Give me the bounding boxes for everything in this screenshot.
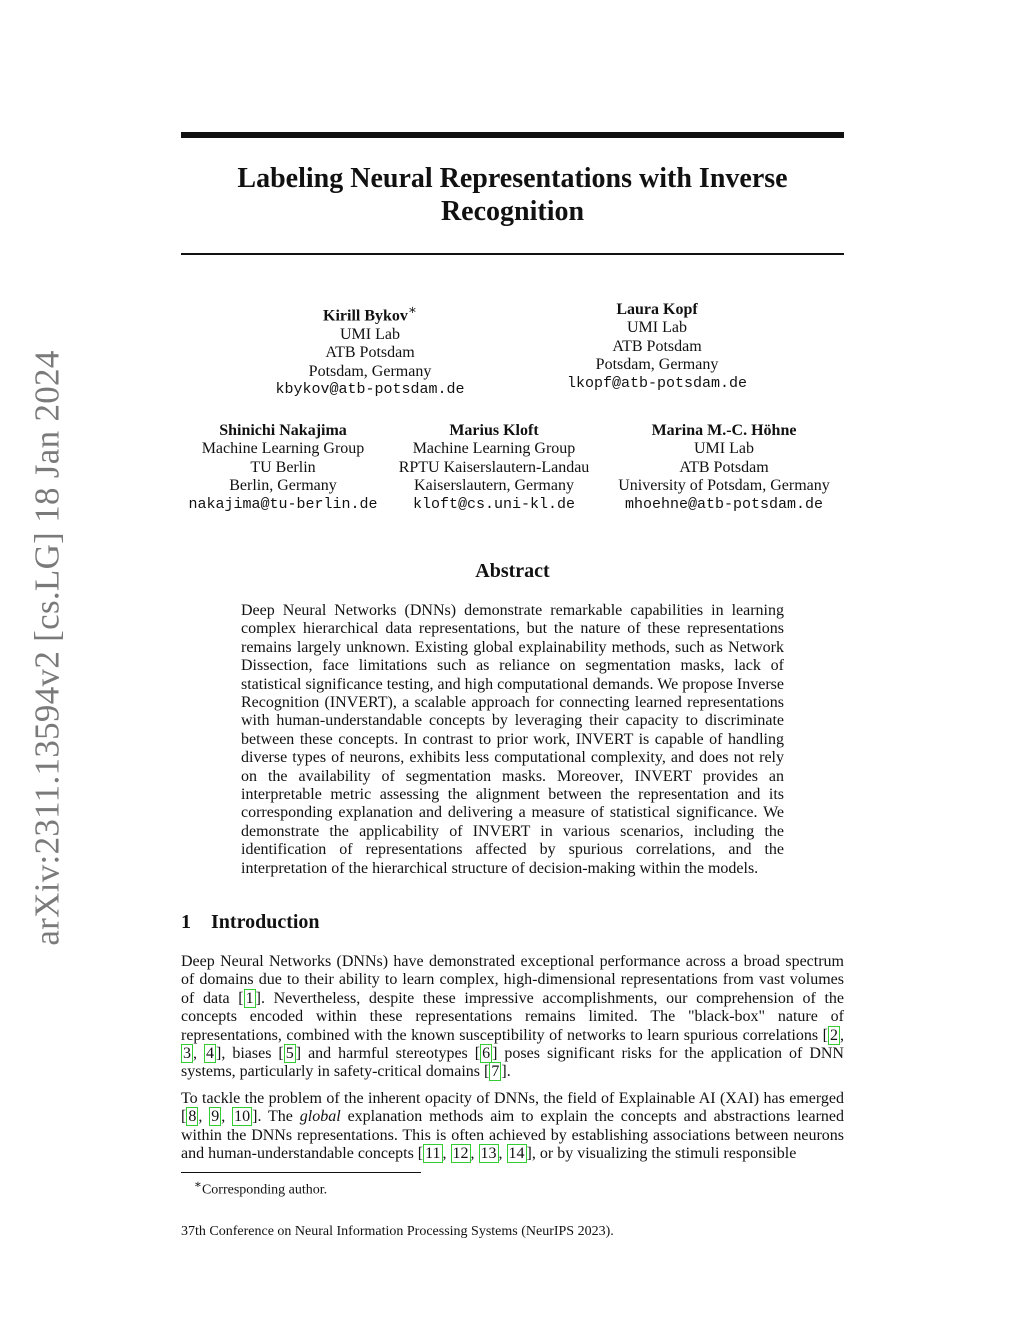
citation-separator: , (498, 1145, 507, 1163)
paragraph-text: ] and harmful stereotypes [ (295, 1045, 481, 1063)
citation-link[interactable]: 10 (234, 1108, 251, 1126)
author-institution: ATB Potsdam (325, 344, 415, 362)
paragraph-text: ] poses significant risks for the application of DNN systems, particularly in safety-critical domains [ (181, 1045, 844, 1081)
paragraph-text: To tackle the problem of the inherent opacity of DNNs, the field of Explainable AI (XAI) has emerged [ (181, 1090, 844, 1126)
author-affiliation: UMI Lab (340, 325, 400, 343)
citation-link[interactable]: 6 (482, 1045, 491, 1063)
citation-separator: , (221, 1108, 233, 1126)
title-bottom-rule (181, 253, 844, 255)
citation-separator: , (193, 1045, 204, 1063)
citation-separator: , (198, 1108, 210, 1126)
citation-link[interactable]: 4 (206, 1045, 214, 1063)
title-line-1: Labeling Neural Representations with Inverse (237, 163, 788, 194)
paragraph-text: ]. The (252, 1108, 300, 1126)
section-heading-introduction (181, 911, 320, 934)
author-block-nakajima (178, 422, 388, 514)
footnote-text: Corresponding author. (201, 1182, 328, 1198)
author-location: Berlin, Germany (229, 477, 337, 495)
paragraph-text: ]. Nevertheless, despite these impressive accomplishments, our comprehension of the concepts encoded within these representations remains limited. The "black-box" nature of representations, combined with the known susceptibility of networks to learn spurious correlations [ (181, 989, 844, 1044)
footnote-rule (181, 1172, 421, 1173)
author-location: Potsdam, Germany (595, 356, 719, 374)
abstract-heading: Abstract (475, 560, 550, 582)
intro-paragraph-1 (181, 953, 844, 1082)
paper-title (181, 162, 844, 228)
arxiv-identifier: arXiv:2311.13594v2 [cs.LG] 18 Jan 2024 (28, 350, 68, 946)
paragraph-text: Deep Neural Networks (DNNs) have demonstrated exceptional performance across a broad spectrum of domains due to their ability to learn complex, high-dimensional representations from vast volumes of data [ (181, 953, 844, 1007)
citation-link[interactable]: 3 (183, 1045, 191, 1063)
section-number: 1 (181, 911, 191, 933)
author-affiliation: UMI Lab (694, 440, 754, 458)
footnote-mark: ∗ (194, 1178, 202, 1191)
citation-link[interactable]: 7 (491, 1063, 500, 1081)
author-email[interactable]: lkopf@atb-potsdam.de (566, 374, 748, 392)
author-location: University of Potsdam, Germany (618, 477, 830, 495)
citation-link[interactable]: 13 (480, 1145, 497, 1163)
citation-link[interactable]: 8 (188, 1108, 197, 1126)
citation-link[interactable]: 1 (245, 989, 254, 1007)
citation-link[interactable]: 5 (285, 1045, 294, 1063)
author-block-hohne (606, 422, 842, 514)
author-footnote-mark: ∗ (407, 302, 417, 317)
author-affiliation: Machine Learning Group (201, 440, 365, 458)
citation-separator: , (442, 1145, 451, 1163)
citation-link[interactable]: 12 (452, 1145, 469, 1163)
author-institution: TU Berlin (250, 458, 316, 476)
abstract-body: Deep Neural Networks (DNNs) demonstrate remarkable capabilities in learning complex hierarchical data representations, but the nature of these representations remains largely unknown. Existing global explainability methods, such as Network Dissection, face limitations such as reliance on segmentation masks, lack of statistical significance testing, and high computational demands. We propose Inverse Recognition (INVERT), a scalable approach for connecting learned representations with human-understandable concepts by leveraging their capacity to discriminate between these concepts. In contrast to prior work, INVERT is capable of handling diverse types of neurons, exhibits less computational complexity, and does not rely on the availability of segmentation masks. Moreover, INVERT provides an interpretable metric assessing the alignment between the representation and its corresponding explanation and delivering a measure of statistical significance. We demonstrate the applicability of INVERT in various scenarios, including the identification of representations affected by spurious correlations, and the interpretation of the hierarchical structure of decision-making within the models. (241, 602, 784, 877)
author-block-kopf (537, 301, 777, 393)
emphasis-text: global (299, 1108, 341, 1126)
title-line-2: Recognition (440, 196, 585, 227)
author-location: Potsdam, Germany (308, 362, 432, 380)
citation-link[interactable]: 14 (508, 1145, 525, 1163)
title-top-rule (181, 132, 844, 138)
author-email[interactable]: nakajima@tu-berlin.de (188, 495, 378, 513)
author-institution: ATB Potsdam (679, 458, 769, 476)
author-block-bykov (250, 301, 490, 399)
author-institution: ATB Potsdam (612, 337, 702, 355)
author-name: Marius Kloft (449, 422, 539, 439)
author-affiliation: UMI Lab (627, 319, 687, 337)
paragraph-text: ]. (501, 1063, 511, 1081)
citation-link[interactable]: 11 (425, 1145, 441, 1163)
author-block-kloft (389, 422, 599, 514)
author-affiliation: Machine Learning Group (412, 440, 576, 458)
author-location: Kaiserslautern, Germany (414, 477, 574, 495)
author-email[interactable]: kbykov@atb-potsdam.de (275, 380, 465, 398)
author-name: Marina M.-C. Höhne (651, 422, 797, 439)
author-email[interactable]: kloft@cs.uni-kl.de (412, 495, 576, 513)
paragraph-text: explanation methods aim to explain the concepts and abstractions learned within the DNNs representations. This is often achieved by establishing associations between neurons and human-understandable concepts [ (181, 1108, 845, 1163)
author-email[interactable]: mhoehne@atb-potsdam.de (624, 495, 824, 513)
citation-link[interactable]: 9 (211, 1108, 220, 1126)
intro-paragraph-2 (181, 1090, 844, 1164)
section-title: Introduction (211, 911, 320, 933)
citation-link[interactable]: 2 (830, 1026, 838, 1044)
conference-note: 37th Conference on Neural Information Processing Systems (NeurIPS 2023). (181, 1224, 614, 1239)
author-name: Laura Kopf (616, 301, 698, 318)
paragraph-text: ], biases [ (216, 1045, 284, 1063)
arxiv-identifier-stamp (20, 350, 76, 946)
paragraph-text: ], or by visualizing the stimuli responsible (526, 1145, 797, 1163)
footnote (194, 1177, 327, 1199)
author-name: Kirill Bykov (323, 307, 408, 325)
author-institution: RPTU Kaiserslautern-Landau (398, 458, 590, 476)
citation-separator: , (470, 1145, 479, 1163)
citation-separator: , (840, 1026, 844, 1044)
author-name: Shinichi Nakajima (219, 422, 347, 439)
